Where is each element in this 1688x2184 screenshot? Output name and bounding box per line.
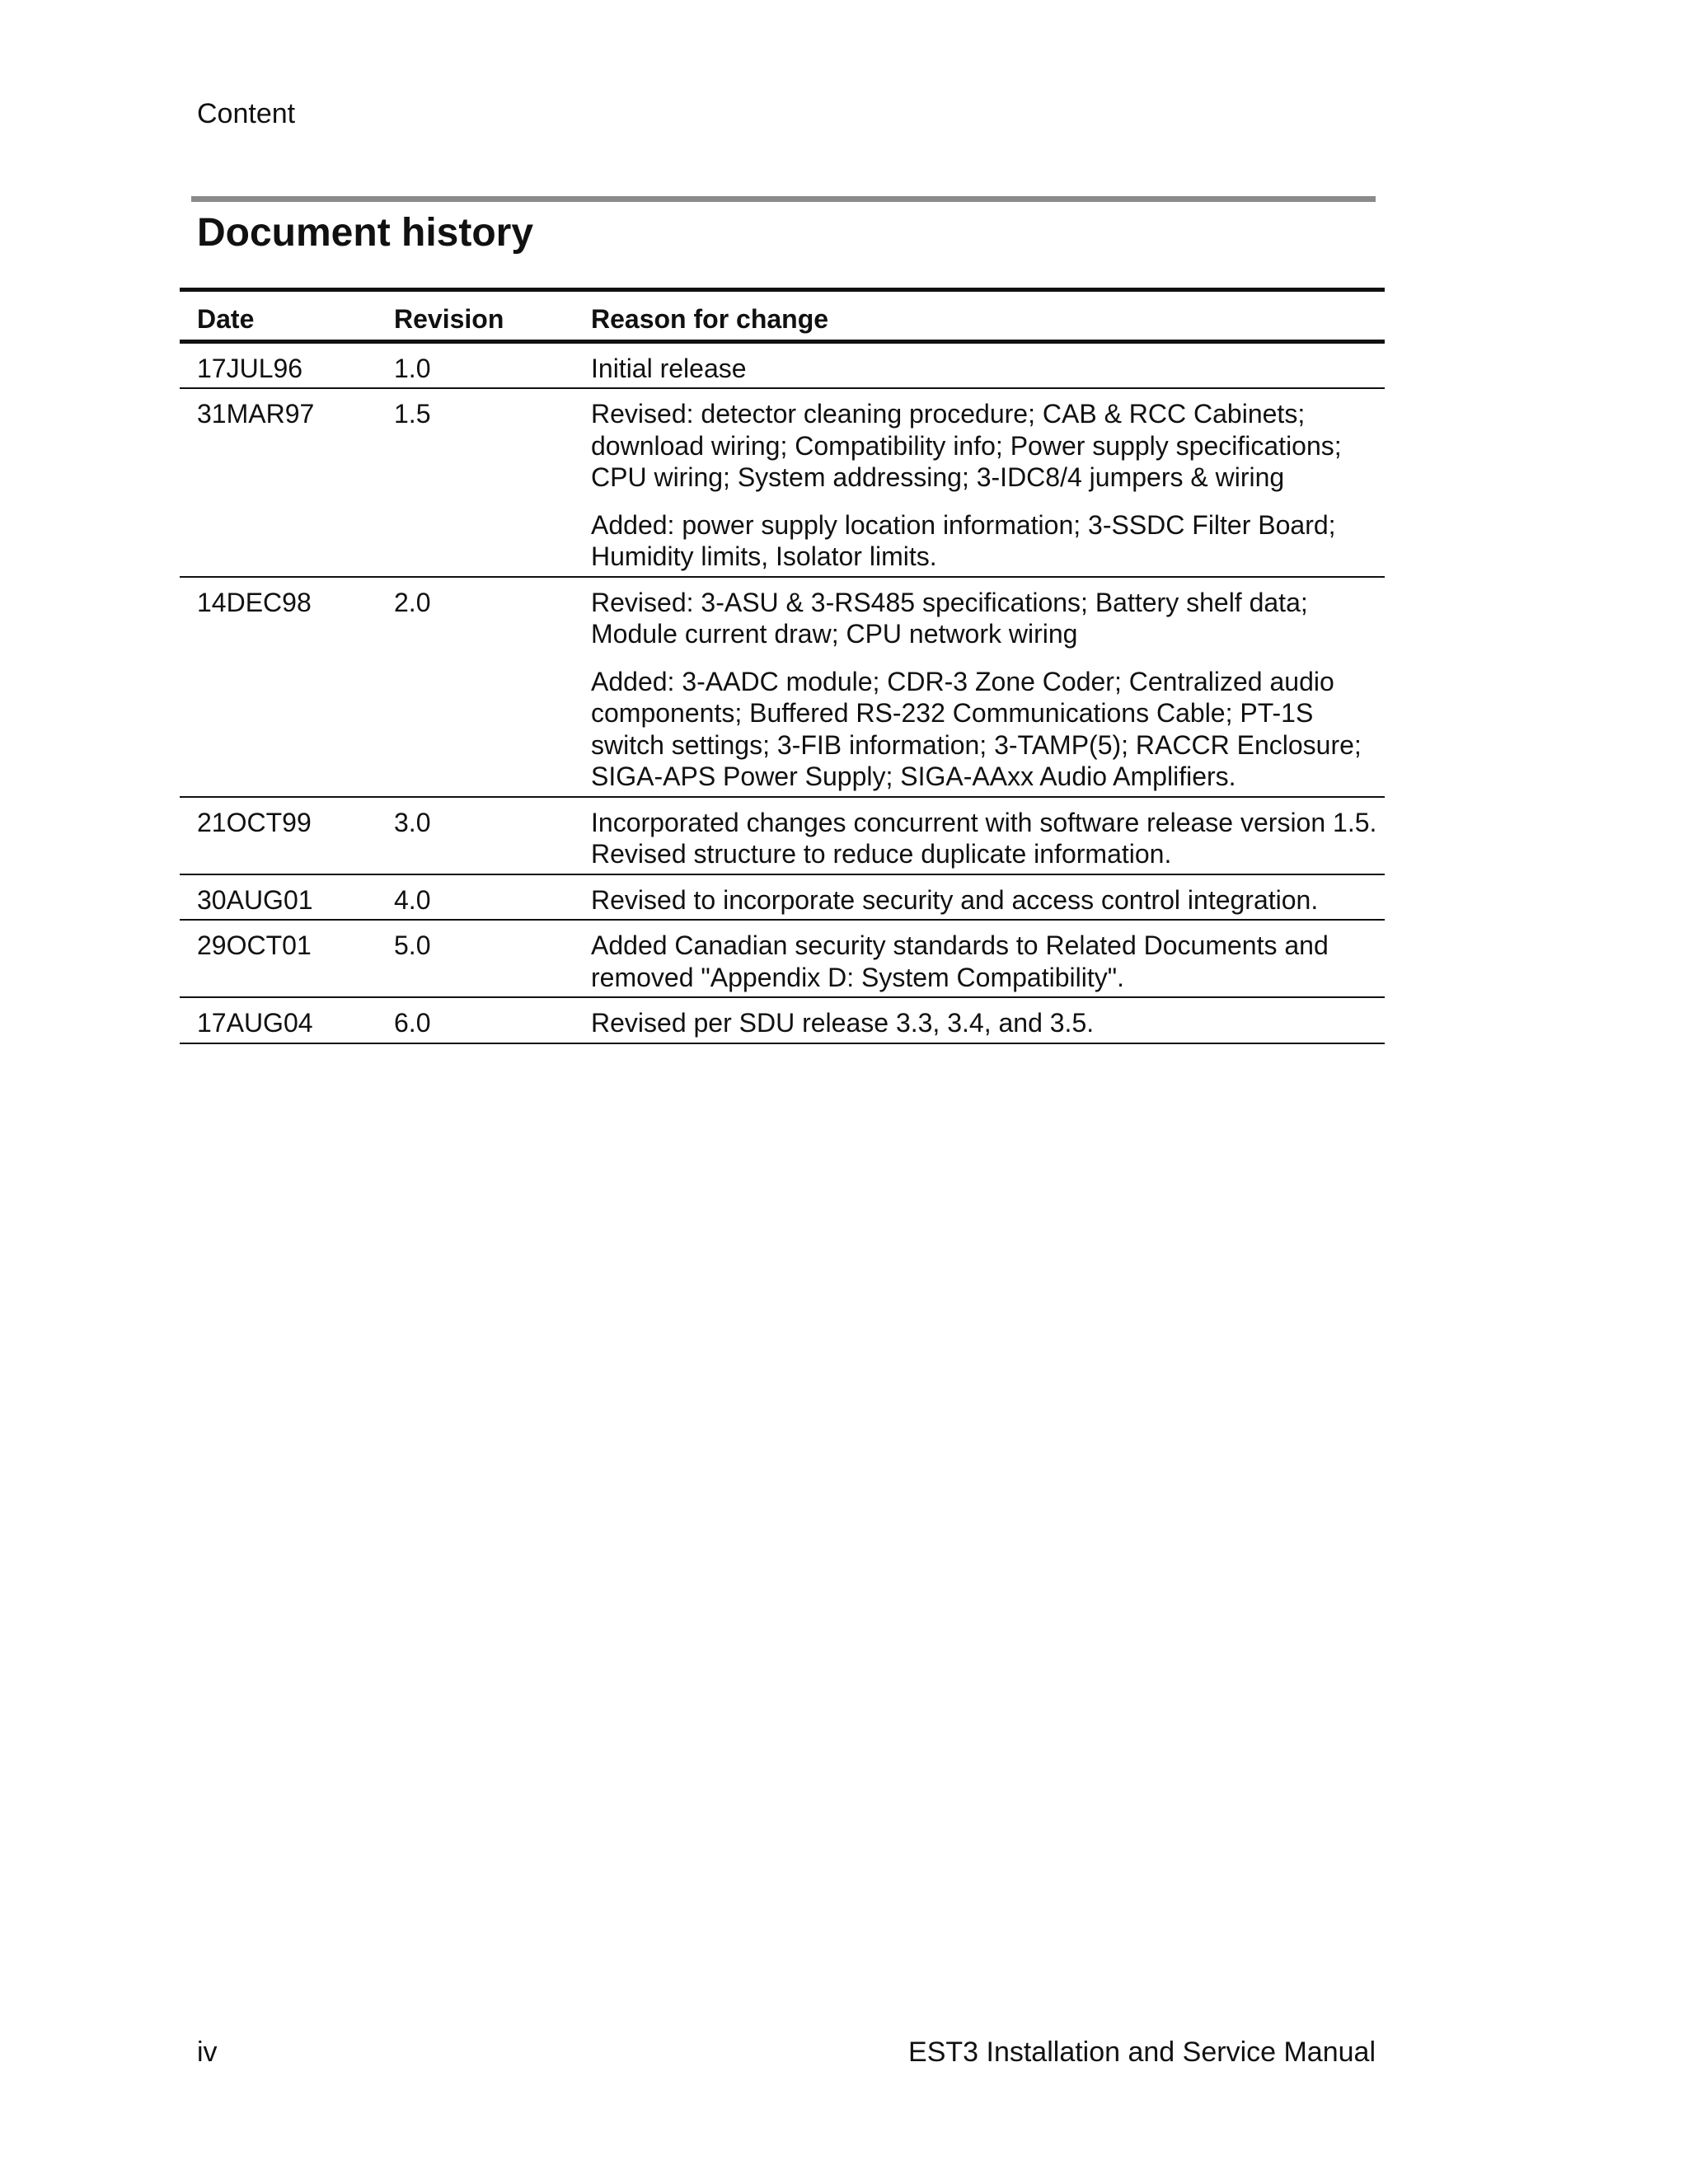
reason-cell: [574, 341, 1385, 388]
revision-cell: 1.0: [377, 341, 574, 388]
reason-paragraph: Added Canadian security standards to Related Documents and removed "Appendix D: System Compatibility".: [591, 930, 1329, 992]
table-row: [180, 797, 1385, 874]
section-title: Document history: [197, 211, 534, 255]
column-header-date: Date: [180, 290, 377, 342]
revision-cell: 4.0: [377, 874, 574, 921]
revision-cell: 6.0: [377, 997, 574, 1043]
table-row: [180, 577, 1385, 797]
reason-paragraph: Revised to incorporate security and access control integration.: [591, 884, 1319, 915]
manual-title-footer: EST3 Installation and Service Manual: [908, 2036, 1376, 2068]
reason-paragraph: Revised per SDU release 3.3, 3.4, and 3.5.: [591, 1008, 1095, 1038]
reason-paragraph: Added: 3-AADC module; CDR-3 Zone Coder; Centralized audio components; Buffered RS-232 Communications Cable; PT-1S switch settings; 3-FIB information; 3-TAMP(5); RACCR Enclosure; SIGA-APS Power Supply; SIGA-AAxx Audio Amplifiers.: [591, 666, 1362, 791]
reason-paragraph: Revised: detector cleaning procedure; CAB & RCC Cabinets; download wiring; Compatibility info; Power supply specifications; CPU wiring; System addressing; 3-IDC8/4 jumpers & wiring: [591, 399, 1342, 492]
date-cell: 31MAR97: [180, 388, 377, 577]
table-row: [180, 920, 1385, 997]
reason-cell: [574, 874, 1385, 921]
table-row: [180, 388, 1385, 577]
reason-cell: [574, 920, 1385, 997]
document-history-table: [180, 288, 1385, 1044]
header-row: [180, 290, 1385, 342]
reason-paragraph: Added: power supply location information; 3-SSDC Filter Board; Humidity limits, Isolator limits.: [591, 509, 1336, 571]
reason-paragraph: Initial release: [591, 353, 747, 383]
date-cell: 17AUG04: [180, 997, 377, 1043]
page-number: iv: [197, 2036, 218, 2068]
date-cell: 21OCT99: [180, 797, 377, 874]
revision-cell: 2.0: [377, 577, 574, 797]
date-cell: 14DEC98: [180, 577, 377, 797]
table-row: [180, 341, 1385, 388]
table-header: [180, 290, 1385, 342]
revision-cell: 1.5: [377, 388, 574, 577]
date-cell: 29OCT01: [180, 920, 377, 997]
title-rule: [191, 196, 1376, 202]
reason-cell: [574, 577, 1385, 797]
running-header: Content: [197, 98, 296, 129]
reason-cell: [574, 997, 1385, 1043]
reason-paragraph: Incorporated changes concurrent with software release version 1.5. Revised structure to reduce duplicate information.: [591, 807, 1377, 869]
reason-paragraph: Revised: 3-ASU & 3-RS485 specifications; Battery shelf data; Module current draw; CPU network wiring: [591, 587, 1308, 649]
column-header-revision: Revision: [377, 290, 574, 342]
table-row: [180, 997, 1385, 1043]
revision-cell: 3.0: [377, 797, 574, 874]
reason-cell: [574, 797, 1385, 874]
reason-cell: [574, 388, 1385, 577]
revision-cell: 5.0: [377, 920, 574, 997]
column-header-reason: Reason for change: [574, 290, 1385, 342]
date-cell: 17JUL96: [180, 341, 377, 388]
date-cell: 30AUG01: [180, 874, 377, 921]
table-row: [180, 874, 1385, 921]
table-body: [180, 341, 1385, 1043]
